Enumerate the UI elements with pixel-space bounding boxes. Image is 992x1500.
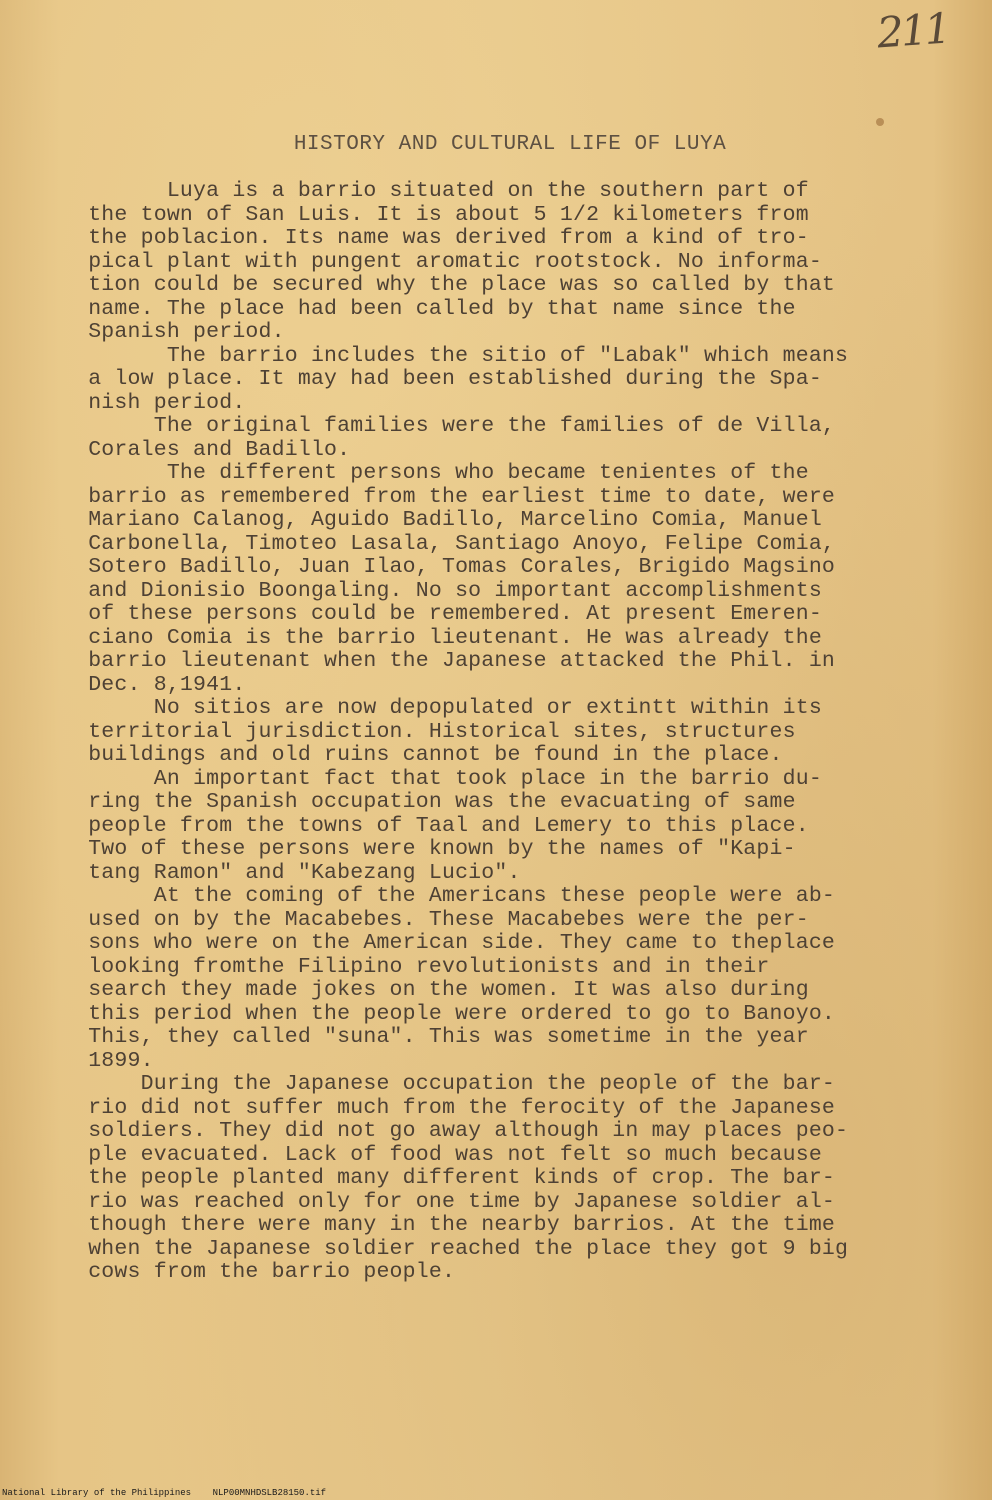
- text-line: buildings and old ruins cannot be found in the place.: [62, 743, 783, 767]
- text-line: when the Japanese soldier reached the place they got 9 big: [62, 1236, 849, 1261]
- text-line: tang Ramon" and "Kabezang Lucio".: [62, 860, 521, 885]
- text-line: This, they called "suna". This was sometime in the year: [62, 1025, 809, 1049]
- text-line: and Dionisio Boongaling. No so important accomplishments: [62, 578, 822, 603]
- text-line: cows from the barrio people.: [62, 1260, 456, 1284]
- text-line: of these persons could be remembered. At present Emeren-: [62, 602, 822, 626]
- text-line: people from the towns of Taal and Lemery to this place.: [62, 813, 809, 838]
- text-line: Spanish period.: [62, 320, 285, 344]
- text-line: pical plant with pungent aromatic rootstock. No informa-: [62, 249, 822, 274]
- text-line: Luya is a barrio situated on the southern part of: [62, 179, 809, 203]
- text-line: territorial jurisdiction. Historical sites, structures: [62, 719, 796, 744]
- paper-stain: [876, 118, 884, 126]
- text-line: barrio as remembered from the earliest time to date, were: [62, 484, 836, 509]
- text-line: The different persons who became tenientes of the: [62, 461, 809, 485]
- text-line: though there were many in the nearby barrios. At the time: [62, 1213, 836, 1237]
- text-line: rio was reached only for one time by Japanese soldier al-: [62, 1189, 836, 1214]
- text-line: rio did not suffer much from the ferocity of the Japanese: [62, 1095, 836, 1120]
- text-line: looking fromthe Filipino revolutionists and in their: [62, 954, 770, 979]
- text-line: ring the Spanish occupation was the evacuating of same: [62, 790, 796, 814]
- text-line: tion could be secured why the place was so called by that: [62, 273, 836, 297]
- text-line: Sotero Badillo, Juan Ilao, Tomas Corales, Brigido Magsino: [62, 555, 836, 579]
- archive-footer: National Library of the Philippines NLP00MNHDSLB28150.tif: [2, 1488, 327, 1498]
- text-line: search they made jokes on the women. It was also during: [62, 978, 809, 1002]
- text-line: The original families were the families of de Villa,: [62, 414, 836, 438]
- text-line: the people planted many different kinds of crop. The bar-: [62, 1166, 836, 1190]
- text-line: The barrio includes the sitio of "Labak" which means: [62, 343, 849, 368]
- text-line: Carbonella, Timoteo Lasala, Santiago Anoyo, Felipe Comia,: [62, 531, 836, 556]
- document-body: [62, 180, 922, 1285]
- text-line: 1899.: [62, 1048, 154, 1073]
- text-line: At the coming of the Americans these people were ab-: [62, 884, 836, 908]
- text-line: ple evacuated. Lack of food was not felt so much because: [62, 1142, 822, 1167]
- text-line: used on by the Macabebes. These Macabebes were the per-: [62, 907, 809, 932]
- text-line: soldiers. They did not go away although in may places peo-: [62, 1119, 849, 1143]
- text-line: Two of these persons were known by the names of "Kapi-: [62, 837, 796, 861]
- text-line: No sitios are now depopulated or extintt within its: [62, 696, 822, 720]
- text-line: sons who were on the American side. They came to theplace: [62, 931, 836, 955]
- text-line: the town of San Luis. It is about 5 1/2 kilometers from: [62, 202, 809, 227]
- text-line: a low place. It may had been established during the Spa-: [62, 367, 822, 391]
- text-line: An important fact that took place in the barrio du-: [62, 766, 822, 791]
- text-line: During the Japanese occupation the people of the bar-: [62, 1072, 836, 1096]
- text-line: barrio lieutenant when the Japanese attacked the Phil. in: [62, 649, 836, 673]
- text-line: Corales and Badillo.: [62, 437, 351, 462]
- text-line: the poblacion. Its name was derived from a kind of tro-: [62, 226, 809, 250]
- text-line: Dec. 8,1941.: [62, 672, 246, 697]
- text-line: Mariano Calanog, Aguido Badillo, Marcelino Comia, Manuel: [62, 508, 822, 532]
- text-line: nish period.: [62, 390, 246, 415]
- text-line: ciano Comia is the barrio lieutenant. He was already the: [62, 625, 822, 650]
- text-line: this period when the people were ordered to go to Banoyo.: [62, 1001, 836, 1026]
- handwritten-page-number: 211: [875, 3, 950, 58]
- document-title: HISTORY AND CULTURAL LIFE OF LUYA: [293, 133, 727, 156]
- text-line: name. The place had been called by that name since the: [62, 296, 796, 321]
